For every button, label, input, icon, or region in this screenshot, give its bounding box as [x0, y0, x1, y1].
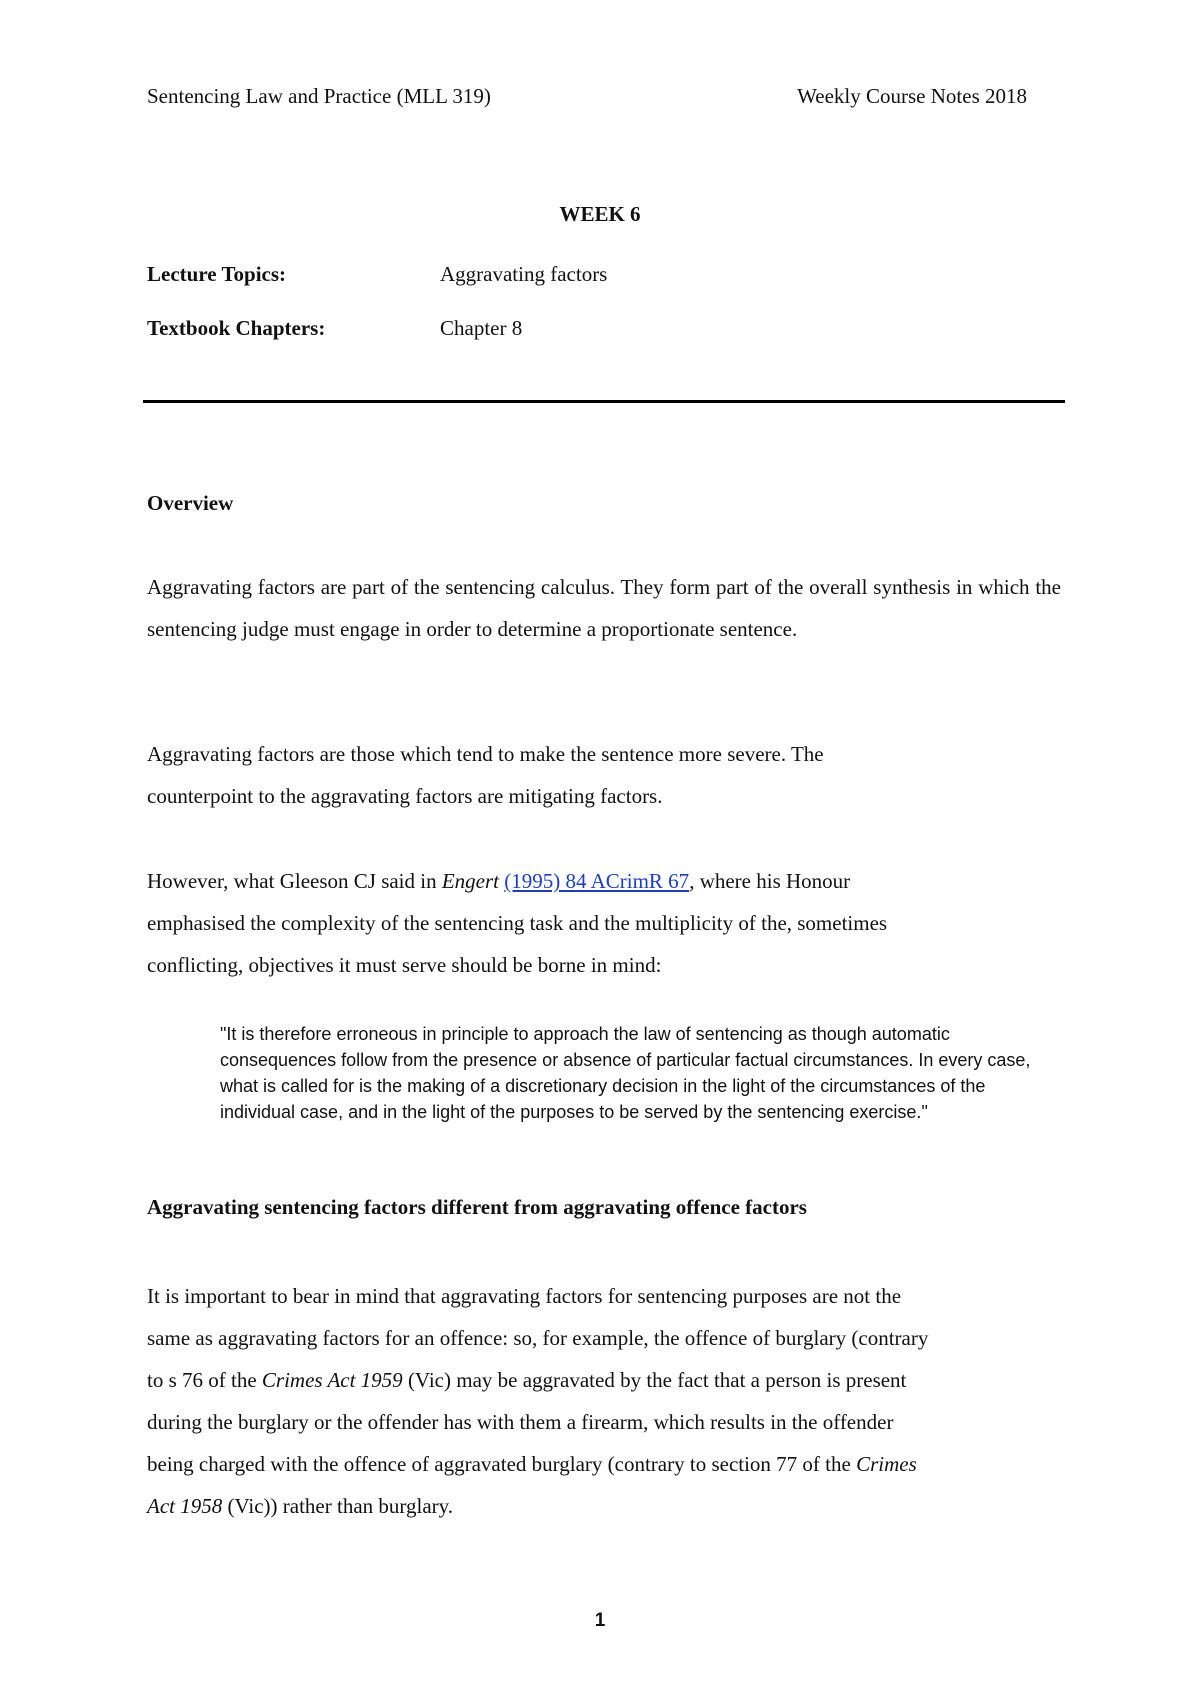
header-course-title: Sentencing Law and Practice (MLL 319): [147, 84, 491, 108]
paragraph-line: conflicting, objectives it must serve should be borne in mind:: [147, 953, 662, 977]
paragraph-line: Aggravating factors are those which tend to make the sentence more severe. The: [147, 742, 824, 766]
lecture-topics-value: Aggravating factors: [440, 262, 608, 286]
paragraph-line: emphasised the complexity of the sentencing task and the multiplicity of the, sometimes: [147, 911, 888, 935]
text-run: However, what Gleeson CJ said in: [147, 869, 442, 893]
case-citation-link[interactable]: (1995) 84 ACrimR 67: [504, 869, 690, 893]
paragraph-line: during the burglary or the offender has with them a firearm, which results in the offender: [147, 1410, 894, 1434]
section-heading-aggravating-factors: Aggravating sentencing factors different from aggravating offence factors: [147, 1195, 807, 1219]
paragraph-line: [147, 1359, 1061, 1401]
overview-paragraph-2: [147, 733, 1061, 817]
paragraph-line: [147, 1443, 1061, 1485]
paragraph-line: same as aggravating factors for an offence: so, for example, the offence of burglary (contrary: [147, 1326, 929, 1350]
act-name: Act 1958: [147, 1494, 223, 1518]
text-run: (Vic)) rather than burglary.: [222, 1494, 454, 1518]
overview-paragraph-1: Aggravating factors are part of the sentencing calculus. They form part of the overall synthesis in which the sentencing judge must engage in order to determine a proportionate sentence.: [147, 575, 1061, 641]
overview-heading: Overview: [147, 491, 234, 515]
horizontal-rule: [143, 400, 1065, 403]
week-title: WEEK 6: [559, 202, 641, 226]
paragraph-line: It is important to bear in mind that aggravating factors for sentencing purposes are not the: [147, 1284, 902, 1308]
textbook-chapters-value: Chapter 8: [440, 316, 523, 340]
act-name: Crimes Act 1959: [261, 1368, 403, 1392]
textbook-chapters-label: Textbook Chapters:: [147, 316, 326, 340]
paragraph-line: [147, 1485, 1061, 1527]
act-name: Crimes: [856, 1452, 917, 1476]
header-notes-title: Weekly Course Notes 2018: [797, 84, 1027, 108]
paragraph-line: [147, 860, 1061, 902]
section-paragraph: [147, 1275, 1061, 1527]
page-number: 1: [594, 1610, 606, 1631]
text-run: to s 76 of the: [147, 1368, 262, 1392]
paragraph-line: counterpoint to the aggravating factors are mitigating factors.: [147, 784, 663, 808]
text-run: (Vic) may be aggravated by the fact that a person is present: [402, 1368, 907, 1392]
case-name: Engert: [441, 869, 500, 893]
text-run: being charged with the offence of aggravated burglary (contrary to section 77 of the: [147, 1452, 857, 1476]
overview-paragraph-3: [147, 860, 1061, 986]
lecture-topics-label: Lecture Topics:: [147, 262, 287, 286]
block-quote: "It is therefore erroneous in principle to approach the law of sentencing as though automatic consequences follow from the presence or absence of particular factual circumstances. In every case, what is called for is the making of a discretionary decision in the light of the circumstances of the individual case, and in the light of the purposes to be served by the sentencing exercise.": [220, 1024, 1031, 1122]
text-run: , where his Honour: [689, 869, 851, 893]
